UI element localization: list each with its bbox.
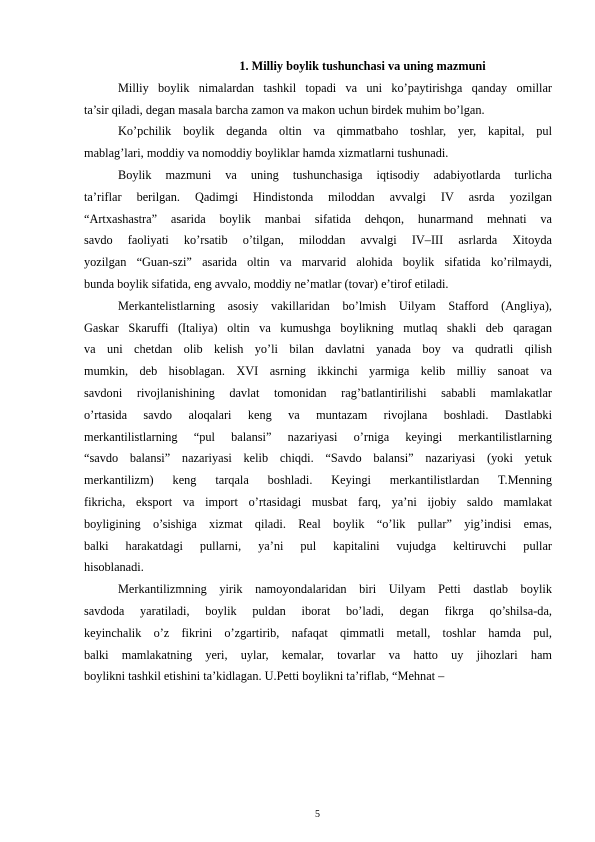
text-line: Boylik mazmuni va uning tushunchasiga iqtisodiy adabiyotlarda turlicha xyxy=(118,167,552,182)
text-line: boylikni tashkil etishini ta’kidlagan. U.Petti boylikni ta’riflab, “Mehnat – xyxy=(84,669,445,684)
text-line: bunda boylik sifatida, eng avvalo, moddiy ne’matlar (tovar) e’tirof etiladi. xyxy=(84,276,449,291)
text-line: fikricha, eksport va import o’rtasidagi musbat farq, ya’ni ijobiy saldo mamlakat xyxy=(84,494,552,509)
text-line: merkantilizm) keng tarqala boshladi. Keyingi merkantilistlardan T.Menning xyxy=(84,473,552,488)
text-line: Ko’pchilik boylik deganda oltin va qimmatbaho toshlar, yer, kapital, pul xyxy=(118,124,552,139)
section-title: 1. Milliy boylik tushunchasi va uning mazmuni xyxy=(239,59,486,73)
text-line: va uni chetdan olib kelish yo’li bilan davlatni yanada boy va qudratli qilish xyxy=(84,342,552,357)
text-line: Gaskar Skaruffi (Italiya) oltin va kumushga boylikning mutlaq shakli deb qaragan xyxy=(84,320,552,335)
text-line: boyligining o’sishiga xizmat qiladi. Real boylik “o’lik pullar” yig’indisi emas, xyxy=(84,516,552,531)
text-line: yozilgan “Guan-szi” asarida oltin va marvarid alohida boylik sifatida ko’rilmaydi, xyxy=(84,255,552,270)
text-line: o’rtasida savdo aloqalari keng va muntazam rivojlana boshladi. Dastlabki xyxy=(84,407,552,422)
paragraph xyxy=(84,579,552,688)
paragraph xyxy=(84,121,552,165)
paragraph xyxy=(84,296,552,579)
text-line: balki harakatdagi pullarni, ya’ni pul kapitalini vujudga keltiruvchi pullar xyxy=(84,538,552,553)
text-line: savdoda yaratiladi, boylik puldan iborat bo’ladi, degan fikrga qo’shilsa-da, xyxy=(84,603,552,618)
text-line: keyinchalik o’z fikrini o’zgartirib, nafaqat qimmatli metall, toshlar hamda pul, xyxy=(84,625,552,640)
page-number: 5 xyxy=(315,809,320,820)
text-line: balki mamlakatning yeri, uylar, kemalar, tovarlar va hatto uy jihozlari ham xyxy=(84,647,552,662)
text-line: ta’riflar berilgan. Qadimgi Hindistonda miloddan avvalgi IV asrda yozilgan xyxy=(84,189,552,204)
text-line: Merkantilizmning yirik namoyondalaridan biri Uilyam Petti dastlab boylik xyxy=(118,582,552,597)
text-line: hisoblanadi. xyxy=(84,560,144,575)
text-line: mablag’lari, moddiy va nomoddiy boyliklar hamda xizmatlarni tushunadi. xyxy=(84,146,449,161)
paragraph xyxy=(84,165,552,296)
text-line: “savdo balansi” nazariyasi kelib chiqdi. “Savdo balansi” nazariyasi (yoki yetuk xyxy=(84,451,552,466)
text-line: Merkantelistlarning asosiy vakillaridan bo’lmish Uilyam Stafford (Angliya), xyxy=(118,298,552,313)
text-line: ta’sir qiladi, degan masala barcha zamon va makon uchun birdek muhim bo’lgan. xyxy=(84,102,485,117)
text-line: savdo faoliyati ko’rsatib o’tilgan, miloddan avvalgi IV–III asrlarda Xitoyda xyxy=(84,233,552,248)
text-line: savdoni rivojlanishining davlat tomonidan rag’batlantirilishi sababli mamlakatlar xyxy=(84,385,552,400)
text-line: merkantilistlarning “pul balansi” nazariyasi o’rniga keyingi merkantilistlarning xyxy=(84,429,552,444)
text-line: mumkin, deb hisoblagan. XVI asrning ikkinchi yarmiga kelib milliy sanoat va xyxy=(84,364,552,379)
document-body xyxy=(84,56,552,688)
paragraph xyxy=(84,78,552,122)
paragraph-list xyxy=(84,78,552,688)
text-line: “Artxashastra” asarida boylik manbai sifatida dehqon, hunarmand mehnati va xyxy=(84,211,552,226)
text-line: Milliy boylik nimalardan tashkil topadi va uni ko’paytirishga qanday omillar xyxy=(118,80,552,95)
